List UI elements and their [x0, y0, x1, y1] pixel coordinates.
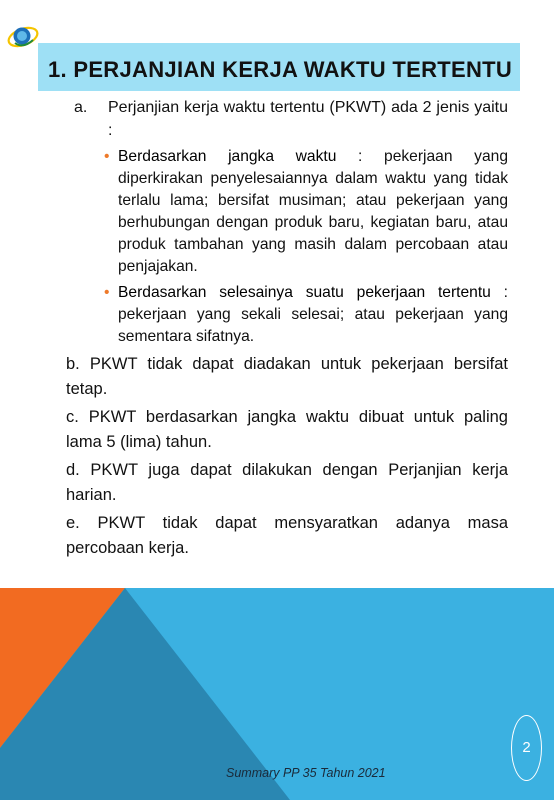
paragraph-d: d. PKWT juga dapat dilakukan dengan Perjanjian kerja harian.	[66, 461, 508, 504]
bullet-item	[66, 146, 508, 278]
organization-logo-icon	[6, 22, 40, 52]
content	[66, 96, 508, 560]
footer-caption: Summary PP 35 Tahun 2021	[226, 766, 386, 780]
item-a-marker: a.	[74, 99, 88, 116]
bullet-body: : pekerjaan yang diperkirakan penyelesaiannya dalam waktu yang tidak terlalu lama; bersifat musiman; atau pekerjaan yang berhubungan dengan produk baru, kegiatan baru, atau produk tambahan yang masih dalam percobaan atau penjajakan.	[118, 148, 508, 275]
bullet-body: : pekerjaan yang sekali selesai; atau pekerjaan yang sementara sifatnya.	[118, 284, 508, 345]
page-title: 1. PERJANJIAN KERJA WAKTU TERTENTU	[48, 57, 513, 82]
item-a-text: Perjanjian kerja waktu tertentu (PKWT) ada 2 jenis yaitu :	[108, 99, 508, 139]
paragraph-b: b. PKWT tidak dapat diadakan untuk pekerjaan bersifat tetap.	[66, 355, 508, 398]
paragraph-c: c. PKWT berdasarkan jangka waktu dibuat untuk paling lama 5 (lima) tahun.	[66, 408, 508, 451]
page-number: 2	[511, 715, 542, 781]
bullet-heading: Berdasarkan selesainya suatu pekerjaan tertentu	[118, 284, 491, 301]
bullet-list	[66, 146, 508, 348]
title-bar	[38, 43, 520, 91]
list-item-a	[66, 96, 508, 142]
bullet-dot-icon: •	[104, 284, 110, 301]
paragraph-e: e. PKWT tidak dapat mensyaratkan adanya masa percobaan kerja.	[66, 514, 508, 557]
bullet-item	[66, 282, 508, 348]
bullet-heading: Berdasarkan jangka waktu	[118, 148, 337, 165]
bullet-dot-icon: •	[104, 148, 110, 165]
